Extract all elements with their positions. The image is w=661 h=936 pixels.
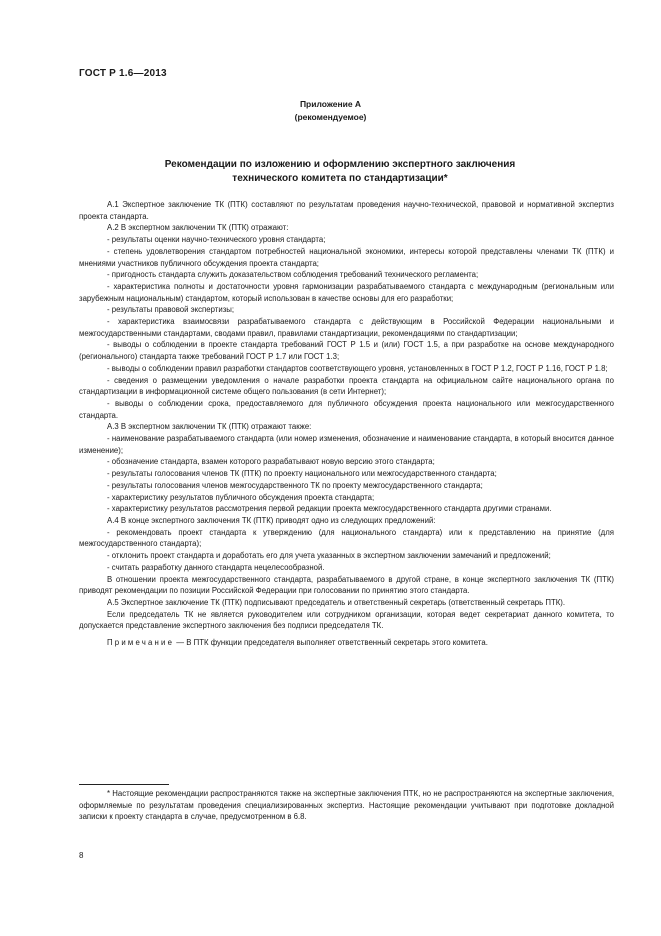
- annex-label: Приложение А: [299, 99, 362, 109]
- list-item: - характеристика полноты и достаточности уровня гармонизации разрабатываемого стандарта с международным (региональным или зарубежным национальным) стандартом, который использован в качестве основы для его разработки;: [79, 281, 614, 303]
- annex-heading: [0, 98, 661, 124]
- title-line-1: Рекомендации по изложению и оформлению экспертного заключения: [164, 159, 516, 170]
- list-item: - степень удовлетворения стандартом потребностей национальной экономики, интересы которой представлены членами ТК (ПТК) и мнениями участников публичного обсуждения проекта стандарта;: [79, 246, 614, 268]
- list-item: - пригодность стандарта служить доказательством соблюдения требований технического регламента;: [107, 270, 479, 280]
- list-item: - отклонить проект стандарта и доработать его для учета указанных в экспертном заключении замечаний и предложений;: [107, 551, 551, 561]
- document-code: ГОСТ Р 1.6—2013: [79, 68, 167, 79]
- list-item: - считать разработку данного стандарта нецелесообразной.: [107, 562, 325, 572]
- annex-status: (рекомендуемое): [294, 112, 367, 122]
- list-item: - обозначение стандарта, взамен которого разрабатывают новую версию этого стандарта;: [107, 457, 435, 467]
- list-item: - выводы о соблюдении срока, предоставляемого для публичного обсуждения проекта национального или межгосударственного стандарта.: [79, 398, 614, 420]
- paragraph: А.5 Экспертное заключение ТК (ПТК) подписывают председатель и ответственный секретарь (ответственный секретарь ПТК).: [107, 597, 566, 607]
- body-text: [79, 199, 614, 649]
- list-item: - результаты голосования членов ТК (ПТК) по проекту национального или межгосударственного стандарта;: [107, 469, 497, 479]
- list-item: - характеристику результатов рассмотрения первой редакции проекта межгосударственного стандарта другими странами.: [107, 504, 552, 514]
- note-text: — В ПТК функции председателя выполняет ответственный секретарь этого комитета.: [174, 638, 488, 648]
- note: [79, 637, 614, 649]
- list-item: - выводы о соблюдении в проекте стандарта требований ГОСТ Р 1.5 и (или) ГОСТ 1.5, а при разработке на основе международного (регионального) стандарта также требований ГОСТ Р 1.7 или ГОСТ 1.3;: [79, 340, 614, 362]
- footnote: [79, 788, 614, 823]
- note-label: Примечание: [107, 638, 175, 648]
- list-item: - результаты оценки научно-технического уровня стандарта;: [107, 235, 326, 245]
- list-item: - характеристика взаимосвязи разрабатываемого стандарта с действующим в Российской Федерации национальными и межгосударственными стандартами, сводами правил, правилами стандартизации, рекомендациями по стандартизации;: [79, 317, 614, 338]
- footnote-separator: [79, 784, 169, 785]
- paragraph: А.4 В конце экспертного заключения ТК (ПТК) приводят одно из следующих предложений:: [107, 515, 436, 525]
- list-item: - выводы о соблюдении правил разработки стандартов соответствующего уровня, установленных в ГОСТ Р 1.2, ГОСТ Р 1.16, ГОСТ Р 1.8;: [107, 363, 608, 373]
- section-title: [120, 158, 560, 186]
- list-item: - результаты голосования членов межгосударственного ТК по проекту межгосударственного стандарта;: [107, 480, 483, 490]
- title-line-2: технического комитета по стандартизации*: [232, 173, 448, 184]
- paragraph: А.2 В экспертном заключении ТК (ПТК) отражают:: [107, 223, 289, 233]
- list-item: - наименование разрабатываемого стандарта (или номер изменения, обозначение и наименование стандарта, в который вносится данное изменение);: [79, 434, 614, 455]
- list-item: - рекомендовать проект стандарта к утверждению (для национального стандарта) или к представлению на принятие (для межгосударственного стандарта);: [79, 527, 614, 549]
- paragraph: Если председатель ТК не является руководителем или сотрудником организации, которая ведет секретариат данного комитета, то допускается представление экспертного заключения без подписи председателя ТК.: [79, 609, 614, 631]
- paragraph: А.1 Экспертное заключение ТК (ПТК) составляют по результатам проведения научно-технической, правовой и нормативной экспертиз проекта стандарта.: [79, 200, 614, 221]
- page-number: 8: [79, 851, 84, 860]
- footnote-text: * Настоящие рекомендации распространяются также на экспертные заключения ПТК, но не распространяются на экспертные заключения, оформляемые по результатам проведения специализированных экспертиз. Настоящие рекомендации учитывают при подготовке докладной записки к проекту стандарта в случае, предусмотренном в 6.8.: [79, 789, 614, 822]
- list-item: - сведения о размещении уведомления о начале разработки проекта стандарта на официальном сайте национального органа по стандартизации в информационной системе общего пользования (в сети Интернет);: [79, 375, 614, 397]
- paragraph: А.3 В экспертном заключении ТК (ПТК) отражают также:: [107, 422, 312, 432]
- paragraph: В отношении проекта межгосударственного стандарта, разрабатываемого в другой стране, в конце экспертного заключения ТК (ПТК) приводят рекомендации по позиции Российской Федерации при голосовании по принятию этого стандарта.: [79, 574, 614, 596]
- list-item: - характеристику результатов публичного обсуждения проекта стандарта;: [107, 492, 375, 502]
- list-item: - результаты правовой экспертизы;: [107, 305, 235, 315]
